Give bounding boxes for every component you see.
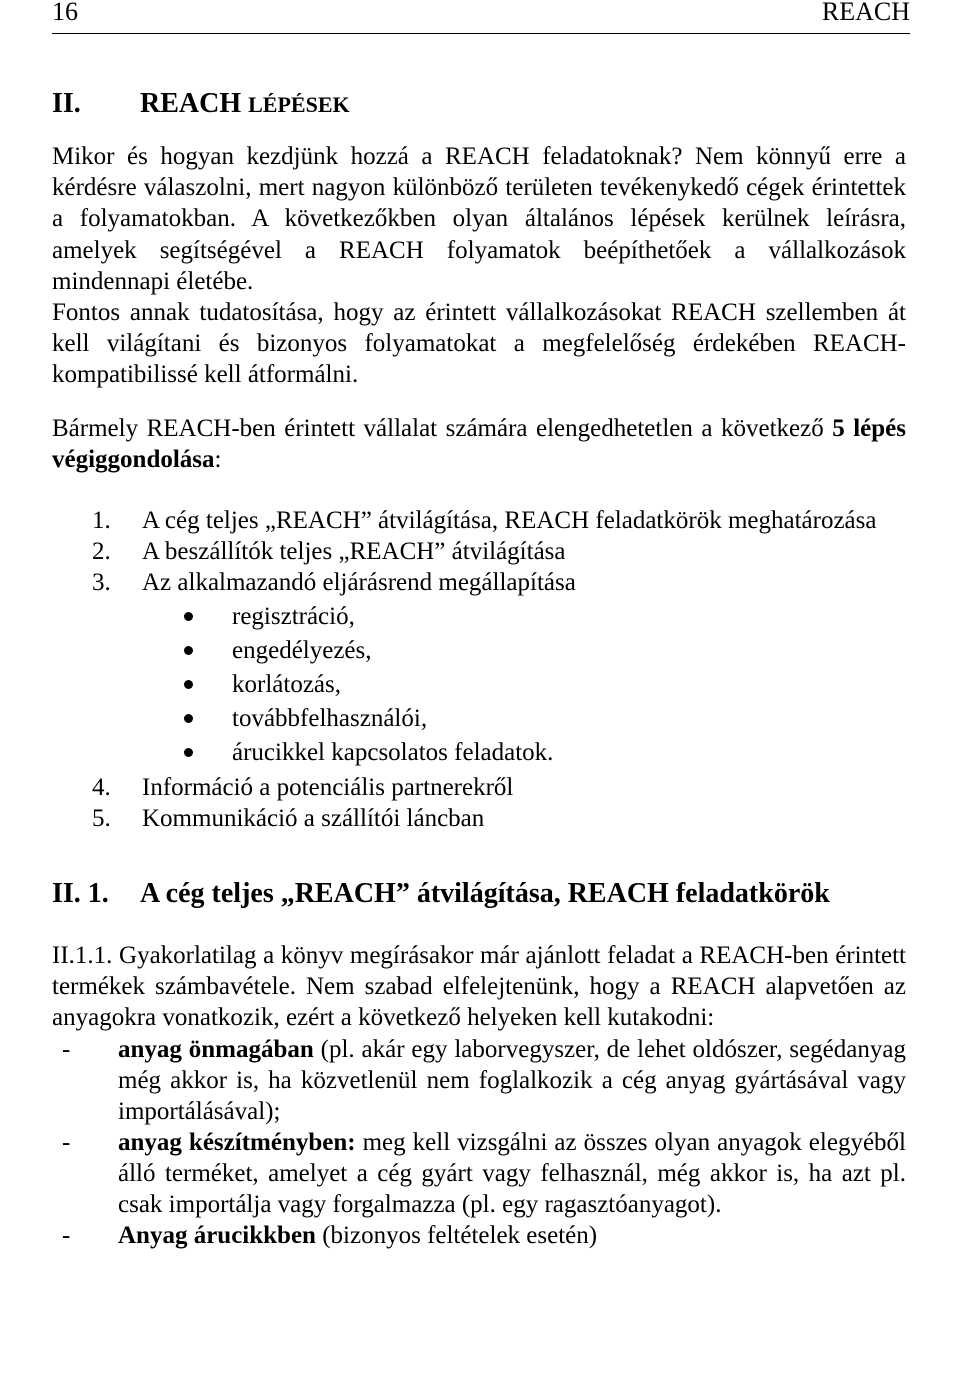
step-number: 2.	[92, 538, 111, 566]
list-item	[232, 668, 906, 702]
dash-item-rest: meg kell vizsgálni az összes olyan anyagok elegyéből álló terméket, amelyet a cég gyárt vagy felhasznál, még akkor is, ha azt pl. csak importálja vagy forgalmazza (pl. egy ragasztóanyagot).	[118, 1128, 906, 1218]
step-text: A beszállítók teljes „REACH” átvilágítása	[142, 538, 566, 566]
section-title	[140, 86, 350, 123]
list-item	[232, 600, 906, 634]
list-item	[232, 702, 906, 736]
list-item	[52, 1220, 906, 1251]
step-text: Az alkalmazandó eljárásrend megállapítása	[142, 569, 576, 597]
subsection-number: II. 1.	[52, 878, 109, 910]
section-title-main: REACH	[140, 88, 249, 119]
page-header	[52, 0, 910, 34]
intro-p3-bold: 5 lépés végiggondolása	[52, 414, 906, 473]
list-item	[52, 505, 906, 536]
list-item	[232, 634, 906, 668]
dash-item-bold: anyag önmagában	[118, 1035, 314, 1063]
dash-item-bold: Anyag árucikkben	[118, 1221, 316, 1249]
sub-steps-list	[52, 600, 906, 770]
sub-step-text: árucikkel kapcsolatos feladatok.	[232, 739, 554, 767]
dash-item-bold: anyag készítményben:	[118, 1128, 356, 1156]
dash-item-text	[118, 1034, 906, 1127]
bullet-icon	[184, 612, 193, 621]
list-item	[52, 567, 906, 598]
dash-item-rest: (bizonyos feltételek esetén)	[315, 1221, 598, 1249]
body-paragraph-1: II.1.1. Gyakorlatilag a könyv megírásakor már ajánlott feladat a REACH-ben érintett termékek számbavétele. Nem szabad elfelejtenünk, hogy a REACH alapvetően az anyagokra vonatkozik, ezért a következő helyeken kell kutakodni:	[52, 942, 906, 1032]
section-title-smallcaps: LÉPÉSEK	[248, 92, 350, 117]
intro-paragraph-3	[52, 413, 906, 475]
sub-step-text: továbbfelhasználói,	[232, 705, 428, 733]
steps-list	[52, 505, 906, 834]
intro-paragraph-1: Mikor és hogyan kezdjünk hozzá a REACH feladatoknak? Nem könnyű erre a kérdésre válaszolni, mert nagyon különböző területen tevékenykedő cégek érintettek a folyamatokban. A következőkben olyan általános lépések kerülnek leírásra, amelyek segítségével a REACH folyamatok beépíthetőek a vállalkozások mindennapi életébe.	[52, 143, 906, 295]
section-number: II.	[52, 88, 81, 119]
dash-marker: -	[62, 1128, 71, 1156]
step-number: 3.	[92, 569, 111, 597]
page-number: 16	[52, 0, 78, 26]
step-text: A cég teljes „REACH” átvilágítása, REACH feladatkörök meghatározása	[142, 507, 877, 535]
dash-item-text	[118, 1220, 906, 1251]
dash-marker: -	[62, 1035, 71, 1063]
section-heading	[52, 86, 906, 123]
subsection-title: A cég teljes „REACH” átvilágítása, REACH feladatkörök	[140, 878, 830, 910]
sub-step-text: korlátozás,	[232, 671, 341, 699]
intro-p3-prefix: Bármely REACH-ben érintett vállalat számára elengedhetetlen a következő	[52, 414, 833, 442]
list-item	[52, 772, 906, 803]
step-text: Kommunikáció a szállítói láncban	[142, 805, 485, 833]
dash-list	[52, 1034, 906, 1251]
intro-p3-suffix: :	[214, 445, 222, 473]
page-content	[52, 86, 906, 1251]
step-text: Információ a potenciális partnerekről	[142, 774, 514, 802]
dash-marker: -	[62, 1221, 71, 1249]
sub-step-text: regisztráció,	[232, 603, 355, 631]
dash-item-rest: (pl. akár egy laborvegyszer, de lehet oldószer, segédanyag még akkor is, ha közvetlenül nem foglalkozik a cég anyag gyártásával vagy importálásával);	[118, 1035, 906, 1125]
subsection-heading	[52, 876, 906, 912]
step-number: 1.	[92, 507, 111, 535]
list-item	[52, 1127, 906, 1220]
step-number: 5.	[92, 805, 111, 833]
dash-item-text	[118, 1127, 906, 1220]
list-item	[52, 803, 906, 834]
list-item	[232, 736, 906, 770]
running-title: REACH	[821, 0, 910, 26]
sub-step-text: engedélyezés,	[232, 637, 372, 665]
list-item	[52, 1034, 906, 1127]
step-number: 4.	[92, 774, 111, 802]
bullet-icon	[184, 680, 193, 689]
bullet-icon	[184, 646, 193, 655]
bullet-icon	[184, 714, 193, 723]
bullet-icon	[184, 748, 193, 757]
intro-paragraph-2: Fontos annak tudatosítása, hogy az érintett vállalkozásokat REACH szellemben át kell világítani és bizonyos folyamatokat a megfelelőség érdekében REACH-kompatibilissé kell átformálni.	[52, 299, 906, 389]
list-item	[52, 536, 906, 567]
